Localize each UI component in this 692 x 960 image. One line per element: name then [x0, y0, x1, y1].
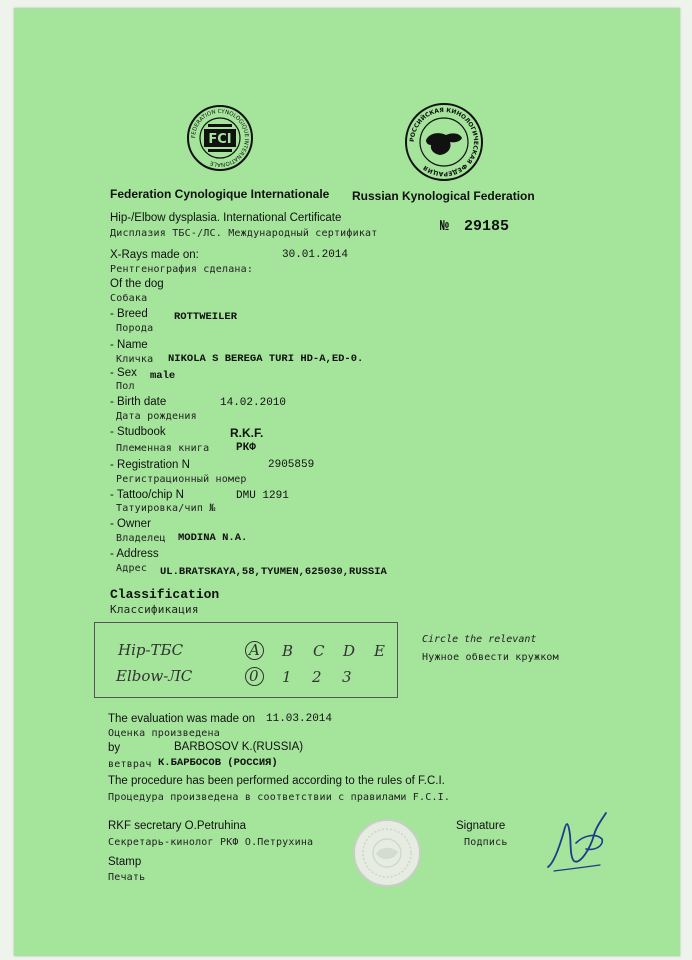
signature-ru: Подпись: [464, 837, 508, 848]
xrays-label-ru: Рентгенография сделана:: [110, 264, 254, 275]
svg-text:FEDERATION CYNOLOGIQUE INTERNA: FEDERATION CYNOLOGIQUE INTERNATIONALE: [190, 108, 250, 168]
owner-label-ru: Владелец: [116, 533, 166, 544]
studbook-value-en: R.K.F.: [230, 426, 264, 440]
hip-grade-a: A: [249, 641, 260, 659]
birth-label-ru: Дата рождения: [116, 411, 197, 422]
evaluation-made-on-ru: Оценка произведена: [108, 728, 220, 739]
name-label-en: - Name: [110, 339, 148, 351]
fci-name: Federation Cynologique Internationale: [110, 187, 330, 201]
rkf-logo: [404, 102, 484, 182]
classification-box: [94, 622, 398, 698]
circle-note-en: Circle the relevant: [422, 634, 537, 645]
title-en: Hip-/Elbow dysplasia. International Certificate: [110, 212, 342, 224]
evaluation-by-en: by: [108, 742, 121, 754]
evaluation-by-ru: ветврач: [108, 759, 152, 770]
registration-value: 2905859: [268, 459, 315, 471]
evaluator-en: BARBOSOV K.(RUSSIA): [174, 741, 304, 753]
signature-en: Signature: [456, 820, 506, 832]
studbook-value-ru: РКФ: [236, 442, 256, 454]
registration-label-ru: Регистрационный номер: [116, 474, 247, 485]
hip-label: Hip-ТБС: [118, 641, 184, 659]
sex-value: male: [150, 370, 176, 382]
stamp-ru: Печать: [108, 872, 146, 883]
breed-label-ru: Порода: [116, 323, 154, 334]
registration-label-en: - Registration N: [110, 459, 190, 471]
svg-text:FCI: FCI: [208, 132, 232, 147]
elbow-grade-0: 0: [249, 667, 259, 685]
name-value: NIKOLA S BEREGA TURI HD-A,ED-0.: [168, 353, 364, 365]
birth-label-en: - Birth date: [110, 396, 167, 408]
evaluation-date: 11.03.2014: [266, 713, 333, 725]
fci-logo: [186, 104, 254, 172]
title-ru: Дисплазия ТБС-/ЛС. Международный сертификат: [110, 228, 378, 239]
rkf-name: Russian Kynological Federation: [352, 189, 535, 203]
embossed-seal: [352, 818, 422, 888]
tattoo-value: DMU 1291: [236, 490, 289, 502]
owner-label-en: - Owner: [110, 518, 151, 530]
name-label-ru: Кличка: [116, 354, 154, 365]
circle-note-ru: Нужное обвести кружком: [422, 652, 559, 663]
tattoo-label-ru: Татуировка/чип №: [116, 503, 216, 514]
sex-label-ru: Пол: [116, 381, 135, 392]
number-value: 29185: [464, 218, 510, 235]
rules-ru: Процедура произведена в соответствии с правилами F.C.I.: [108, 792, 451, 803]
classification-label-ru: Классификация: [110, 603, 199, 616]
breed-label-en: - Breed: [110, 308, 148, 320]
secretary-en: RKF secretary O.Petruhina: [108, 820, 247, 832]
rules-en: The procedure has been performed according to the rules of F.C.I.: [108, 775, 445, 787]
certificate-number: [440, 218, 509, 235]
elbow-grade-3: 3: [342, 668, 352, 686]
evaluation-made-on-en: The evaluation was made on: [108, 713, 256, 725]
studbook-label-ru: Племенная книга: [116, 443, 210, 454]
evaluator-ru: К.БАРБОСОВ (РОССИЯ): [158, 757, 278, 769]
owner-value: MODINA N.A.: [178, 532, 248, 544]
address-label-en: - Address: [110, 548, 159, 560]
svg-text:РОССИЙСКАЯ КИНОЛОГИЧЕСКАЯ ФЕДЕ: РОССИЙСКАЯ КИНОЛОГИЧЕСКАЯ ФЕДЕРАЦИЯ: [408, 106, 480, 178]
elbow-grade-1: 1: [282, 668, 292, 686]
hip-grade-e: E: [374, 642, 385, 660]
address-value: UL.BRATSKAYA,58,TYUMEN,625030,RUSSIA: [160, 566, 387, 578]
tattoo-label-en: - Tattoo/chip N: [110, 489, 184, 501]
hip-grade-d: D: [343, 642, 356, 660]
number-sign: №: [440, 218, 450, 235]
elbow-label: Elbow-ЛС: [116, 667, 193, 685]
classification-label-en: Classification: [110, 587, 220, 602]
hip-grade-b: B: [282, 642, 294, 660]
handwritten-signature: [540, 805, 612, 877]
xrays-value: 30.01.2014: [282, 249, 349, 261]
dog-label-ru: Собака: [110, 293, 148, 304]
birth-value: 14.02.2010: [220, 397, 287, 409]
sex-label-en: - Sex: [110, 367, 137, 379]
address-label-ru: Адрес: [116, 563, 148, 574]
hip-grade-c: C: [313, 642, 325, 660]
studbook-label-en: - Studbook: [110, 426, 166, 438]
xrays-label-en: X-Rays made on:: [110, 249, 199, 261]
breed-value: ROTTWEILER: [174, 311, 238, 323]
elbow-grade-2: 2: [312, 668, 322, 686]
stamp-en: Stamp: [108, 856, 142, 868]
secretary-ru: Секретарь-кинолог РКФ О.Петрухина: [108, 837, 314, 848]
dog-label-en: Of the dog: [110, 278, 164, 290]
